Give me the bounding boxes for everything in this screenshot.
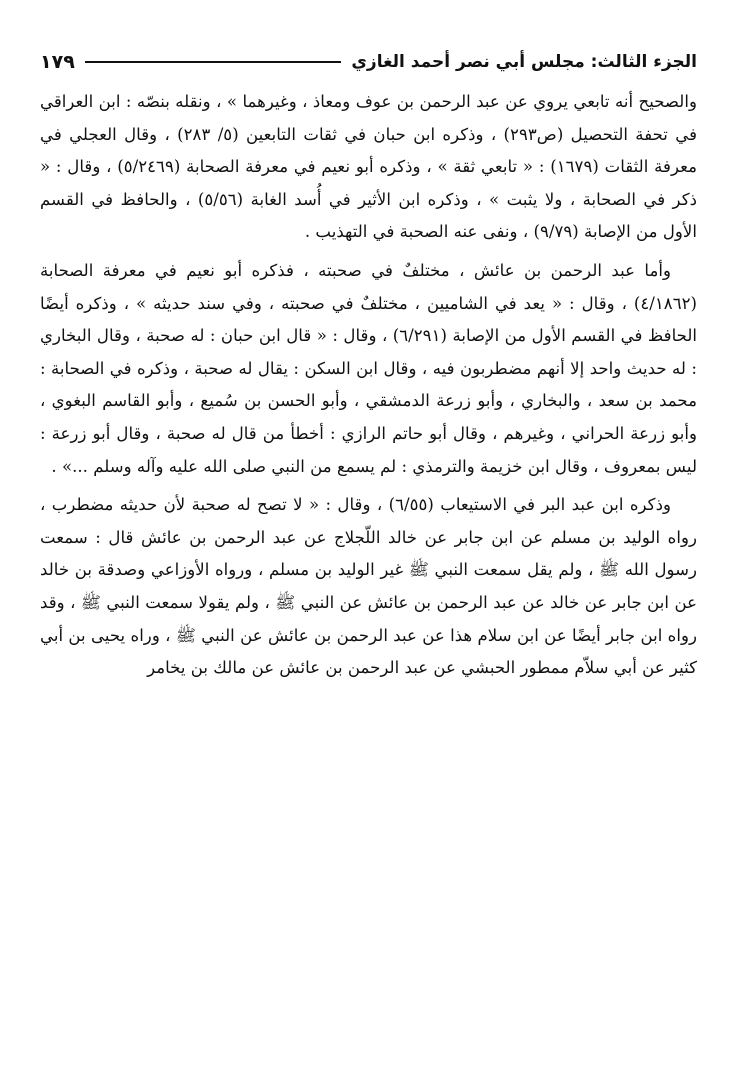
running-title: الجزء الثالث: مجلس أبي نصر أحمد الغازي: [351, 52, 697, 72]
paragraph-1: والصحيح أنه تابعي يروي عن عبد الرحمن بن عوف ومعاذ ، وغيرهما » ، ونقله بنصّه : ابن العراقي في تحفة التحصيل (ص٢٩٣) ، وذكره ابن حبان في ثقات التابعين (٥/ ٢٨٣) ، وقال العجلي في معرفة الثقات (١٦٧٩) : « تابعي ثقة » ، وذكره أبو نعيم في معرفة الصحابة (٥/٢٤٦٩) ، وقال : « ذكر في الصحابة ، ولا يثبت » ، وذكره ابن الأثير في أُسد الغابة (٥/٥٦) ، والحافظ في القسم الأول من الإصابة (٩/٧٩) ، ونفى عنه الصحبة في التهذيب .: [40, 92, 697, 242]
paragraph-2: وأما عبد الرحمن بن عائش ، مختلفٌ في صحبته ، فذكره أبو نعيم في معرفة الصحابة (٤/١٨٦٢) ، وقال : « يعد في الشاميين ، مختلفٌ في صحبته ، وفي سند حديثه » ، وذكره أيضًا الحافظ في القسم الأول من الإصابة (٦/٢٩١) ، وقال : « قال ابن حبان : له صحبة ، وقال البخاري : له حديث واحد إلا أنهم مضطربون فيه ، وقال ابن السكن : يقال له صحبة ، وذكره في الصحابة : محمد بن سعد ، والبخاري ، وأبو زرعة الدمشقي ، وأبو الحسن بن سُميع ، وأبو القاسم البغوي ، وأبو زرعة الحراني ، وغيرهم ، وقال أبو حاتم الرازي : أخطأ من قال له صحبة ، وقال أبو زرعة : ليس بمعروف ، وقال ابن خزيمة والترمذي : لم يسمع من النبي صلى الله عليه وآله وسلم ...» .: [40, 260, 697, 476]
page-number: ١٧٩: [40, 51, 75, 73]
body-text: [40, 86, 697, 685]
running-header: [40, 44, 697, 80]
header-rule: [85, 61, 342, 63]
paragraph-3: وذكره ابن عبد البر في الاستيعاب (٦/٥٥) ، وقال : « لا تصح له صحبة لأن حديثه مضطرب ، رواه الوليد بن مسلم عن ابن جابر عن خالد اللّجلاج عن عبد الرحمن بن عائش قال : سمعت رسول الله ﷺ ، ولم يقل سمعت النبي ﷺ غير الوليد بن مسلم ، ورواه الأوزاعي وصدقة بن خالد عن ابن جابر عن خالد عن عبد الرحمن بن عائش عن النبي ﷺ ، ولم يقولا سمعت النبي ﷺ ، وقد رواه ابن جابر أيضًا عن ابن سلام هذا عن عبد الرحمن بن عائش عن النبي ﷺ ، وراه يحيى بن أبي كثير عن أبي سلاّم ممطور الحبشي عن عبد الرحمن بن عائش عن مالك بن يخامر: [40, 495, 697, 678]
